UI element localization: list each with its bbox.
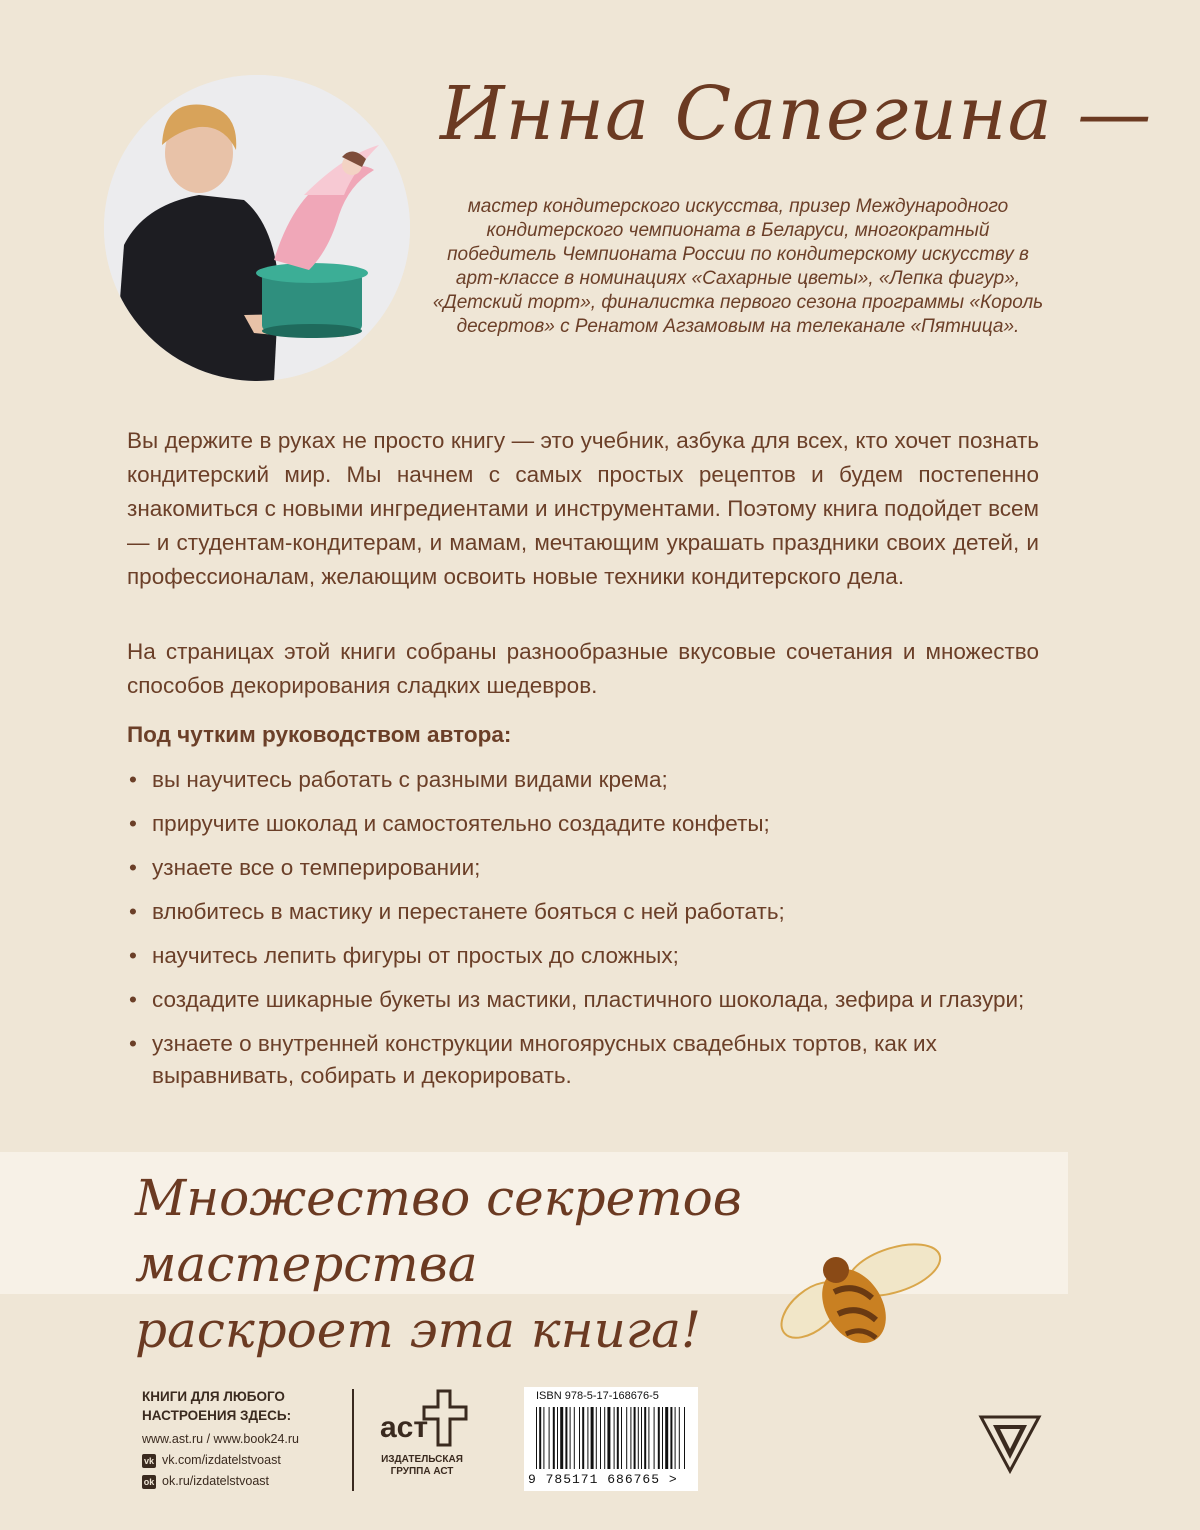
footer-links (142, 1387, 352, 1492)
description-paragraph-2: На страницах этой книги собраны разнообразные вкусовые сочетания и множество способов декорирования сладких шедевров. (127, 639, 1039, 698)
publisher-v-icon (977, 1409, 1043, 1475)
author-photo (104, 75, 410, 381)
websites-link[interactable]: www.ast.ru / www.book24.ru (142, 1432, 300, 1446)
bee-illustration (772, 1232, 944, 1356)
isbn-number: ISBN 978-5-17-168676-5 (536, 1390, 659, 1402)
author-bio: мастер кондитерского искусства, призер Международного кондитерского чемпионата в Беларуси, многократный победитель Чемпионата России по кондитерскому искусству в арт-классе в номинациях «Сахарные цветы», «Лепка фигур», «Детский торт», финалистка первого сезона программы «Король десертов» с Ренатом Агзамовым на телеканале «Пятница». (432, 196, 1044, 337)
ok-icon: ok (143, 1476, 155, 1487)
vk-link[interactable] (142, 1450, 352, 1471)
footer-heading-line-1: КНИГИ ДЛЯ ЛЮБОГО (142, 1389, 285, 1404)
list-item: • узнаете о внутренней конструкции многоярусных свадебных тортов, как их выравнивать, собирать и декорировать. (127, 1028, 1067, 1092)
publisher-logo (372, 1387, 472, 1478)
ean-number: 9 785171 686765 > (528, 1472, 678, 1487)
feature-list (127, 764, 1067, 1104)
ast-logo-icon (372, 1387, 472, 1449)
description-paragraph-1: Вы держите в руках не просто книгу — это учебник, азбука для всех, кто хочет познать кондитерский мир. Мы начнем с самых простых рецептов и будем постепенно знакомиться с новыми ингредиентами и инструментами. Поэтому книга подойдет всем — и студентам-кондитерам, и мамам, мечтающим украшать праздники своих детей, и профессионалам, желающим освоить новые техники кондитерского дела. (127, 428, 1039, 589)
slogan-line-2: раскроет эта книга! (135, 1301, 701, 1359)
list-item: • научитесь лепить фигуры от простых до сложных; (127, 940, 1067, 972)
footer-divider (352, 1389, 354, 1491)
barcode (524, 1387, 698, 1491)
list-item: • узнаете все о темперировании; (127, 852, 1067, 884)
list-item: • вы научитесь работать с разными видами крема; (127, 764, 1067, 796)
list-item: • создадите шикарные букеты из мастики, пластичного шоколада, зефира и глазури; (127, 984, 1067, 1016)
vk-icon: vk (143, 1455, 154, 1466)
slogan-line-1: Множество секретов мастерства (135, 1169, 742, 1293)
publisher-caption-line-1: ИЗДАТЕЛЬСКАЯ (381, 1454, 463, 1465)
vk-link-text: vk.com/izdatelstvoast (162, 1453, 281, 1467)
author-portrait-illustration (104, 75, 410, 381)
list-item: • влюбитесь в мастику и перестанете бояться с ней работать; (127, 896, 1067, 928)
publisher-caption-line-2: ГРУППА АСТ (390, 1466, 454, 1477)
footer-heading-line-2: НАСТРОЕНИЯ ЗДЕСЬ: (142, 1408, 292, 1423)
author-name: Инна Сапегина — (440, 71, 1153, 157)
bullets-lead: Под чутким руководством автора: (127, 722, 512, 747)
publisher-logo-text: аст (380, 1411, 429, 1444)
ok-link-text: ok.ru/izdatelstvoast (162, 1474, 269, 1488)
list-item: • приручите шоколад и самостоятельно создадите конфеты; (127, 808, 1067, 840)
ok-link[interactable] (142, 1471, 352, 1492)
